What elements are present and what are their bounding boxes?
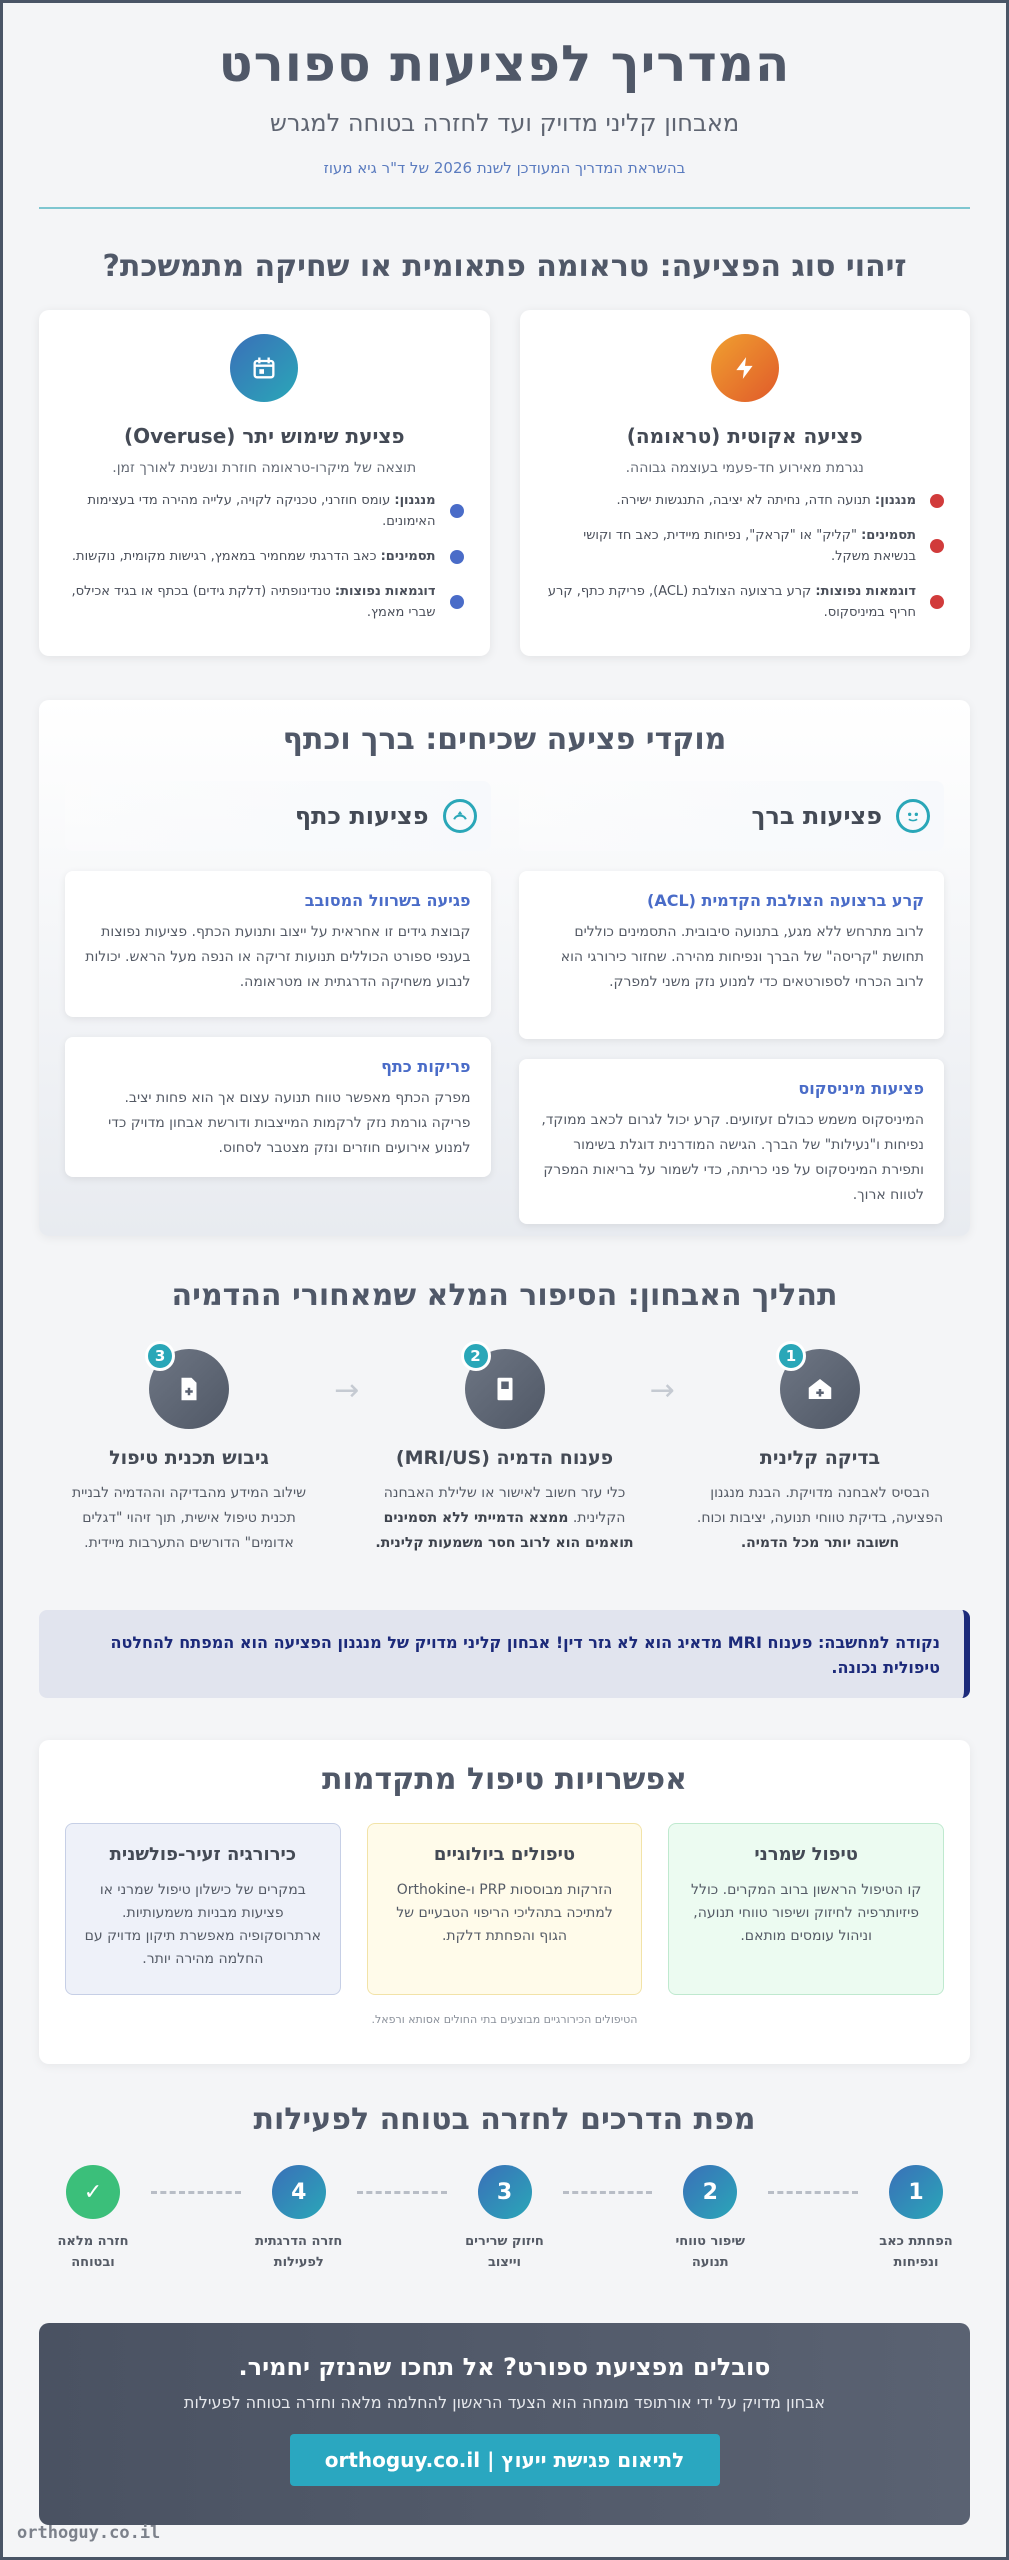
roadmap-step (249, 2165, 349, 2273)
shoulder-title: פציעות כתף (294, 802, 429, 830)
list-item: דוגמאות נפוצות: טנדינופתיה (דלקת גידים) בכתף או בגיד אכילס, שברי מאמץ. (65, 581, 464, 623)
dashed-connector (151, 2191, 241, 2194)
diagnosis-title: תהליך האבחון: הסיפור המלא שמאחורי ההדמיה (171, 1278, 838, 1313)
treatment-note: הטיפולים הכירורגיים מבוצעים בתי החולים אסותא ורפאל. (371, 2013, 638, 2026)
plan-icon (149, 1349, 229, 1429)
treatment-card-text: הזרקות מבוססות PRP ו-Orthokine למתיכה בתהליכי הריפוי הטבעיים של הגוף והפחתת דלקת. (396, 1882, 613, 1944)
step-number-badge: 1 (776, 1341, 806, 1371)
treatment-card-title: כירורגיה זעיר-פולשנית (109, 1844, 297, 1865)
list-item: מנגנון: עומס חוזרני, טכניקה לקויה, עלייה מהירה מדי בעצימות האימונים. (65, 490, 464, 532)
bullet-icon (930, 494, 944, 508)
knee-icon (896, 799, 930, 833)
diagnosis-step (690, 1349, 950, 1556)
surgery-card (65, 1823, 341, 1995)
acute-injury-desc: נגרמת מאירוע חד-פעמי בעוצמה גבוהה. (625, 460, 864, 476)
callout-box: נקודה למחשבה: פענוח MRI מדאיג הוא לא גזר דין! אבחון קליני מדויק של מנגנון הפציעה הוא המפתח להחלטה טיפולית נכונה. (39, 1610, 970, 1698)
acute-injury-title: פציעה אקוטית (טראומה) (626, 424, 863, 448)
watermark: orthoguy.co.il (17, 2523, 161, 2543)
step-title: גיבוש תכנית טיפול (109, 1447, 269, 1469)
knee-column (519, 781, 945, 1224)
treatment-title: אפשרויות טיפול מתקדמות (321, 1762, 687, 1797)
treatment-card-text: במקרים של כישלון טיפול שמרני או פציעות מבניות משמעותיות. ארתרוסקופיה מאפשרת תיקון מדויק עם החלמה מהירה יותר. (84, 1882, 322, 1967)
step-label: הפחתת כאב ונפיחות (879, 2234, 953, 2270)
step-number: 2 (683, 2165, 737, 2219)
arrow-icon: → (334, 1373, 360, 1408)
bullet-icon (450, 504, 464, 518)
header (3, 3, 1006, 177)
injury-types-title: זיהוי סוג הפציעה: טראומה פתאומית או שחיקה מתמשכת? (102, 249, 907, 284)
dashed-connector (357, 2191, 447, 2194)
dislocation-text: מפרק הכתף מאפשר טווח תנועה עצום אך הוא פחות יציב. פריקה גורמת נזק לרקמות המייצבות ודורשת אבחון מדויק כדי למנוע אירועים חוזרים ונזק מצטבר לסחוס. (108, 1090, 471, 1156)
knee-header (519, 781, 945, 851)
treatment-card-title: טיפול שמרני (754, 1844, 858, 1865)
dashed-connector (563, 2191, 653, 2194)
conservative-card (668, 1823, 944, 1995)
treatment-card-title: טיפולים ביולוגיים (433, 1844, 576, 1865)
overuse-injury-card (39, 310, 490, 656)
rotator-cuff-text: קבוצת גידים זו אחראית על ייצוב ותנועת הכתף. פציעות נפוצות בענפי ספורט הכוללים תנועות זריקה או הנפה מעל הראש. יכולות לנבוע משחיקה הדרגתית או מטראומה. (85, 924, 471, 990)
header-divider (39, 207, 970, 209)
step-text: כלי עזר חשוב לאישור או שלילת האבחנה הקלינית. ממצא הדמייתי ללא תסמינים תואמים הוא לרוב חסר משמעות קלינית. (375, 1485, 634, 1551)
focus-areas-section (39, 700, 970, 1236)
list-item: תסמינים: כאב הדרגתי שמחמיר במאמץ, רגישות מקומית, נוקשות. (65, 546, 464, 567)
focus-areas-title: מוקדי פציעה שכיחים: ברך וכתף (282, 722, 727, 757)
roadmap-title: מפת הדרכים לחזרה בטוחה לפעילות (253, 2102, 756, 2137)
cta-subtitle: אבחון מדויק על ידי אורתופד מומחה הוא הצעד הראשון להחלמה מלאה וחזרה בטוחה לפעילות (183, 2393, 826, 2412)
roadmap-step (660, 2165, 760, 2273)
cta-banner (39, 2323, 970, 2525)
bullet-icon (930, 539, 944, 553)
diagnosis-step (375, 1349, 635, 1556)
roadmap-step (866, 2165, 966, 2273)
knee-title: פציעות ברך (751, 802, 882, 830)
roadmap-step (455, 2165, 555, 2273)
bolt-icon (711, 334, 779, 402)
acute-injury-card (520, 310, 971, 656)
arrow-icon: → (649, 1373, 675, 1408)
step-text: שילוב המידע מהבדיקה וההדמיה לבניית תכנית טיפול אישית, תוך זיהוי "דגלים אדומים" הדורשים התערבות מיידית. (71, 1485, 307, 1551)
scan-icon (465, 1349, 545, 1429)
page-subtitle: מאבחון קליני מדויק ועד לחזרה בטוחה למגרש (269, 109, 740, 137)
step-text: הבסיס לאבחנה מדויקת. הבנת מנגנון הפציעה, בדיקת טווחי תנועה, יציבות וכוח. חשובה יותר מכל הדמיה. (696, 1485, 944, 1551)
step-number-badge: 2 (461, 1341, 491, 1371)
shoulder-icon (443, 799, 477, 833)
injury-types-section (3, 249, 1006, 656)
step-label: חזרה הדרגתית לפעילות (255, 2234, 343, 2270)
page-title: המדריך לפציעות ספורט (218, 35, 791, 93)
rotator-cuff-card (65, 871, 491, 1017)
meniscus-text: המיניסקוס משמש כבולם זעזועים. קרע יכול לגרום לכאב ממוקד, נפיחות ו"נעילות" של הברך. הגישה המודרנית דוגלת בשימור ותפירת המיניסקוס על פני כריתה, כדי לשמור על בריאות המפרק לטווח ארוך. (541, 1112, 924, 1203)
overuse-injury-title: פציעת שימוש יתר (Overuse) (123, 424, 405, 448)
bullet-icon (930, 595, 944, 609)
step-number: 4 (272, 2165, 326, 2219)
step-title: בדיקה קלינית (759, 1447, 881, 1469)
roadmap-step (43, 2165, 143, 2273)
list-item: דוגמאות נפוצות: קרע ברצועה הצולבת (ACL), פריקת כתף, קרע חריף במיניסקוס. (546, 581, 945, 623)
step-label: חיזוק שרירים וייצוב (465, 2234, 544, 2270)
diagnosis-step (59, 1349, 319, 1556)
step-label: חזרה מלאה ובטוחה (57, 2234, 129, 2270)
clinic-icon (780, 1349, 860, 1429)
acl-card (519, 871, 945, 1039)
acl-text: לרוב מתרחש ללא מגע, בתנועה סיבובית. התסמינים כוללים תחושת "קריסה" של הברך ונפיחות מהירה. שחזור כירורגי הוא לרוב הכרחי לספורטאים כדי למנוע נזק משני למפרק. (560, 924, 924, 990)
list-item: מנגנון: תנועה חדה, נחיתה לא יציבה, התנגשות ישירה. (546, 490, 945, 511)
shoulder-header (65, 781, 491, 851)
calendar-icon (230, 334, 298, 402)
book-consultation-button[interactable]: לתיאום פגישת ייעוץ | orthoguy.co.il (290, 2434, 720, 2486)
roadmap-section (3, 2102, 1006, 2273)
dislocation-title: פריקות כתף (381, 1057, 471, 1076)
bullet-icon (450, 550, 464, 564)
treatment-section (39, 1740, 970, 2064)
list-item: תסמינים: "קליק" או "קראק", נפיחות מיידית, כאב חד וקושי בנשיאת משקל. (546, 525, 945, 567)
overuse-injury-desc: תוצאה של מיקרו-טראומה חוזרת ונשנית לאורך זמן. (112, 460, 417, 476)
diagnosis-section (3, 1278, 1006, 1556)
treatment-card-text: קו הטיפול הראשון ברוב המקרים. כולל פיזיותרפיה לחיזוק ושיפור טווחי תנועה, וניהול עומסים מותאם. (691, 1882, 922, 1944)
cta-title: סובלים מפציעת ספורט? אל תחכו שהנזק יחמיר. (238, 2353, 771, 2381)
step-label: שיפור טווחי תנועה (675, 2234, 746, 2270)
meniscus-card (519, 1059, 945, 1224)
step-number-badge: 3 (145, 1341, 175, 1371)
page (3, 3, 1006, 2557)
dislocation-card (65, 1037, 491, 1177)
checkmark-icon: ✓ (66, 2165, 120, 2219)
step-number: 1 (889, 2165, 943, 2219)
dashed-connector (768, 2191, 858, 2194)
meniscus-title: פציעות מיניסקוס (798, 1079, 924, 1098)
rotator-cuff-title: פגיעה בשרוול המסובב (304, 891, 471, 910)
shoulder-column (65, 781, 491, 1224)
step-number: 3 (478, 2165, 532, 2219)
byline: בהשראת המדריך המעודכן לשנת 2026 של ד"ר גיא מעוז (323, 159, 686, 177)
bullet-icon (450, 595, 464, 609)
acl-title: קרע ברצועה הצולבת הקדמית (ACL) (647, 891, 924, 910)
biological-card (367, 1823, 643, 1995)
step-title: פענוח הדמיה (MRI/US) (395, 1447, 614, 1469)
